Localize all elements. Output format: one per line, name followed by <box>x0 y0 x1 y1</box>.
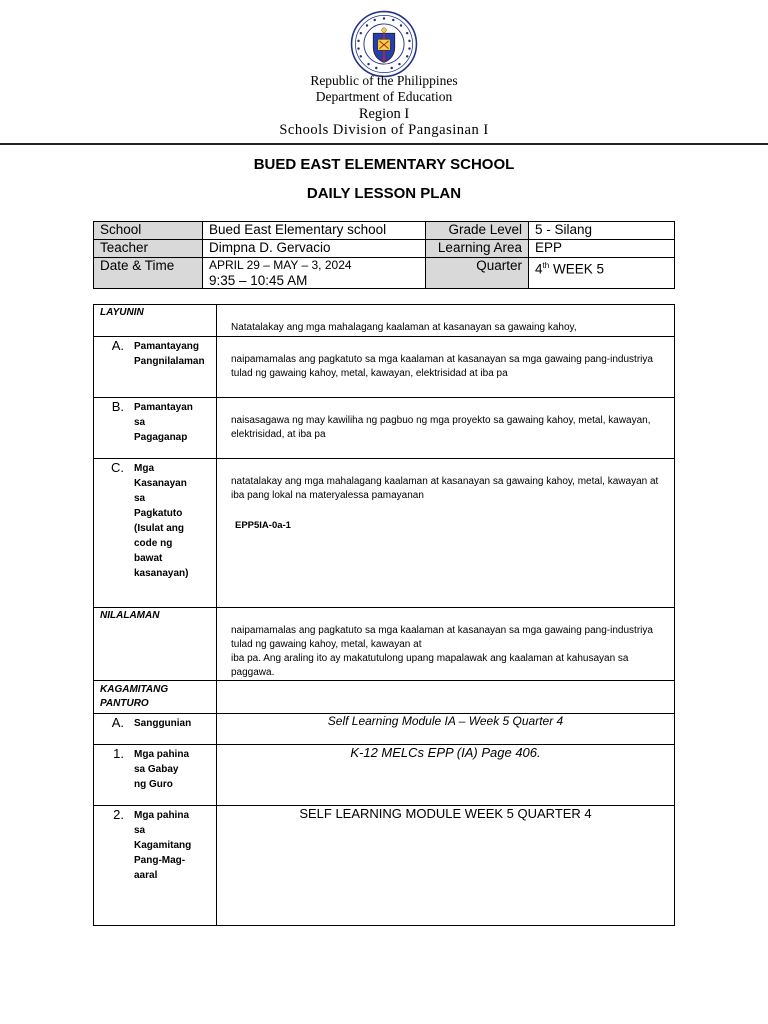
pamantayang-pangnilalaman-text: naipamamalas ang pagkatuto sa mga kaalaman at kasanayan sa mga gawaing pang-industriya tulad ng gawaing kahoy, metal, kawayan, elektrisidad at iba pa <box>231 354 653 379</box>
info-table <box>93 221 675 289</box>
kasanayan-cell <box>94 459 217 608</box>
kasanayan-cell-text <box>217 459 675 608</box>
header-division: Schools Division of Pangasinan I <box>279 122 489 138</box>
item-letter-b: B. <box>111 399 124 414</box>
nilalaman-text-2: iba pa. Ang araling ito ay makatutulong upang mapalawak ang kaalaman at kahusayan sa paggawa. <box>231 653 629 678</box>
layunin-text: Natatalakay ang mga mahalagang kaalaman at kasanayan sa gawaing kahoy, <box>231 322 577 333</box>
item-number-2: 2. <box>113 807 124 822</box>
quarter-week: WEEK 5 <box>552 261 604 277</box>
item-letter-a: A. <box>111 338 124 353</box>
teacher-label: Teacher <box>94 240 203 258</box>
header-department: Department of Education <box>315 89 453 104</box>
quarter-label: Quarter <box>426 258 529 289</box>
kasanayan-text: natatalakay ang mga mahalagang kaalaman at kasanayan sa gawaing kahoy, metal, kawayan at iba pang lokal na materyalessa pamayanan <box>231 476 659 501</box>
quarter-suffix: th <box>542 261 550 270</box>
item-letter-c: C. <box>111 460 124 475</box>
layunin-cell <box>217 305 675 337</box>
document-title: DAILY LESSON PLAN <box>306 185 462 202</box>
nilalaman-cell <box>217 608 675 681</box>
school-label: School <box>94 222 203 240</box>
date-time-cell <box>203 258 426 289</box>
pamantayan-sa-pagaganap-label: Pamantayan sa Pagaganap <box>134 402 193 443</box>
pamantayan-sa-pagaganap-cell <box>94 398 217 459</box>
kagamitang-mag-aaral-cell <box>94 806 217 926</box>
header-divider <box>0 143 768 145</box>
learning-area-label: Learning Area <box>426 240 529 258</box>
quarter-number: 4 <box>535 261 543 277</box>
competency-code: EPP5IA-0a-1 <box>235 520 291 531</box>
grade-level-value: 5 - Silang <box>529 222 675 240</box>
quarter-value <box>529 258 675 289</box>
pamantayang-pangnilalaman-label: Pamantayang Pangnilalaman <box>134 341 205 367</box>
school-value: Bued East Elementary school <box>203 222 426 240</box>
kasanayan-label: Mga Kasanayan sa Pagkatuto (Isulat ang code ng bawat kasanayan) <box>134 463 189 579</box>
kagamitang-mag-aaral-label: Mga pahina sa Kagamitang Pang-Mag-aaral <box>134 810 192 881</box>
learning-area-value: EPP <box>529 240 675 258</box>
gabay-guro-text: K-12 MELCs EPP (IA) Page 406. <box>217 745 675 806</box>
sanggunian-label: Sanggunian <box>134 718 192 729</box>
sanggunian-text: Self Learning Module IA – Week 5 Quarter 4 <box>217 714 675 745</box>
pamantayang-pangnilalaman-cell-text <box>217 337 675 398</box>
header-republic: Republic of the Philippines <box>310 73 458 88</box>
kagamitang-mag-aaral-text: SELF LEARNING MODULE WEEK 5 QUARTER 4 <box>217 806 675 926</box>
item-number-1: 1. <box>113 746 124 761</box>
grade-level-label: Grade Level <box>426 222 529 240</box>
sanggunian-cell <box>94 714 217 745</box>
nilalaman-label: NILALAMAN <box>94 608 217 681</box>
lesson-plan-table <box>93 304 675 926</box>
kagamitang-panturo-label: KAGAMITANG PANTURO <box>94 681 217 714</box>
school-name: BUED EAST ELEMENTARY SCHOOL <box>253 156 515 173</box>
kagamitang-panturo-value <box>217 681 675 714</box>
pamantayan-sa-pagaganap-text: naisasagawa ng may kawiliha ng pagbuo ng mga proyekto sa gawaing kahoy, metal, kawayan, elektrisidad, at iba pa <box>231 415 651 440</box>
layunin-label: LAYUNIN <box>94 305 217 337</box>
date-value: APRIL 29 – MAY – 3, 2024 <box>209 258 352 272</box>
date-time-label: Date & Time <box>94 258 203 289</box>
teacher-value: Dimpna D. Gervacio <box>203 240 426 258</box>
header-region: Region I <box>358 106 410 122</box>
time-value: 9:35 – 10:45 AM <box>209 273 308 288</box>
gabay-guro-label: Mga pahina sa Gabay ng Guro <box>134 749 190 790</box>
item-letter-sanggunian: A. <box>111 715 124 730</box>
nilalaman-text-1: naipamamalas ang pagkatuto sa mga kaalaman at kasanayan sa mga gawaing pang-industriya tulad ng gawaing kahoy, metal, kawayan at <box>231 625 653 650</box>
gabay-guro-cell <box>94 745 217 806</box>
deped-seal-icon <box>345 10 423 78</box>
pamantayan-sa-pagaganap-cell-text <box>217 398 675 459</box>
pamantayang-pangnilalaman-cell <box>94 337 217 398</box>
